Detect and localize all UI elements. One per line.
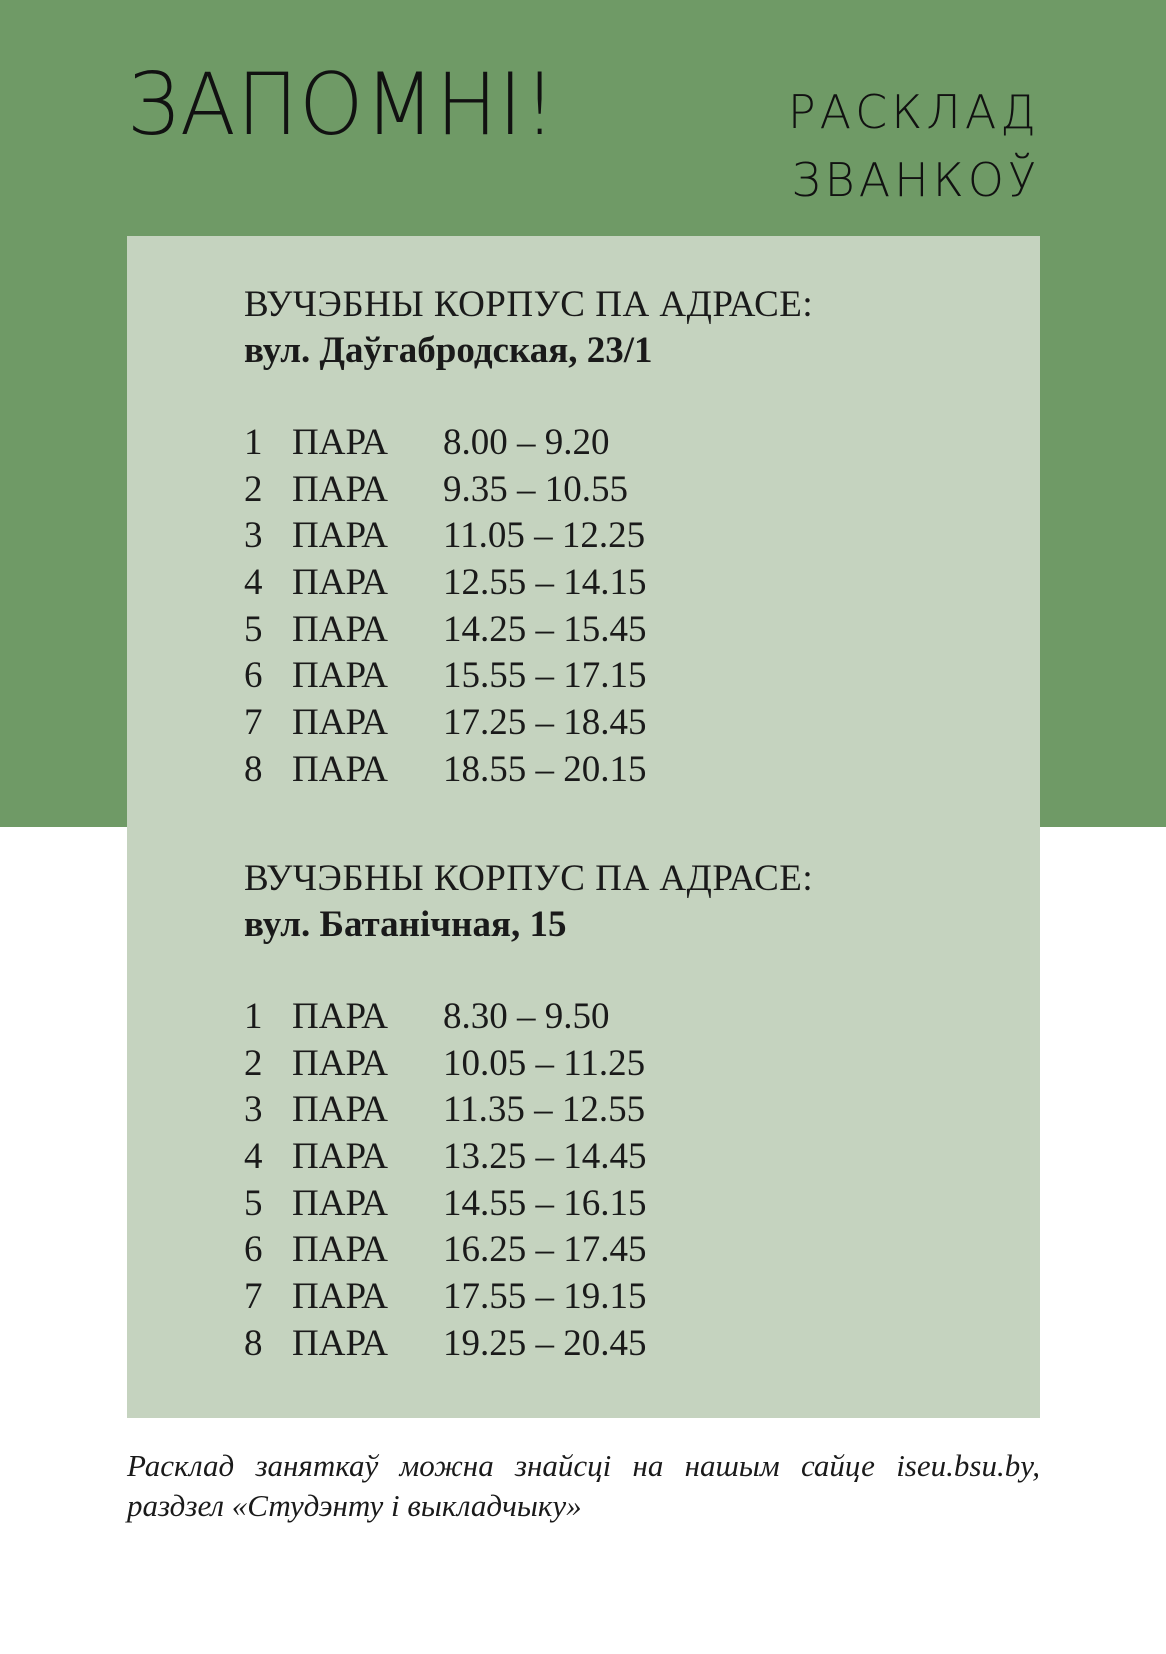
pair-label: ПАРА — [292, 1276, 389, 1318]
pair-label: ПАРА — [292, 562, 389, 604]
schedule-row — [244, 700, 1004, 747]
pair-label: ПАРА — [292, 748, 389, 790]
pair-time: 9.35 – 10.55 — [443, 468, 628, 510]
headline: ЗАПОМНІ! — [127, 55, 557, 155]
pair-time: 16.25 – 17.45 — [443, 1229, 647, 1271]
subhead-line-2: ЗВАНКОЎ — [791, 153, 1040, 207]
schedule-row — [244, 607, 1004, 654]
pair-label: ПАРА — [292, 655, 389, 697]
schedule-row — [244, 1274, 1004, 1321]
right-green-strip — [1040, 0, 1166, 827]
pair-number: 1 — [244, 996, 263, 1037]
schedule-row — [244, 1087, 1004, 1134]
pair-number: 1 — [244, 422, 263, 463]
schedule-row — [244, 653, 1004, 700]
pair-time: 12.55 – 14.15 — [443, 562, 647, 604]
subhead — [788, 78, 1040, 214]
pair-label: ПАРА — [292, 1229, 389, 1271]
pair-number: 7 — [244, 1276, 263, 1318]
schedule-row — [244, 560, 1004, 607]
schedule-row — [244, 1041, 1004, 1088]
section-campus-1 — [244, 282, 1004, 794]
pair-label: ПАРА — [292, 996, 389, 1037]
schedule-row — [244, 1134, 1004, 1181]
pair-label: ПАРА — [292, 468, 389, 510]
pair-number: 6 — [244, 1229, 263, 1271]
pair-label: ПАРА — [292, 702, 389, 744]
pair-number: 6 — [244, 655, 263, 697]
pair-label: ПАРА — [292, 422, 389, 463]
section-address: вул. Батанічная, 15 — [244, 904, 567, 945]
pair-time: 8.30 – 9.50 — [443, 996, 610, 1037]
pair-label: ПАРА — [292, 1136, 389, 1178]
pair-time: 11.05 – 12.25 — [443, 515, 646, 557]
pair-time: 14.25 – 15.45 — [443, 608, 647, 650]
pair-label: ПАРА — [292, 1182, 389, 1224]
pair-number: 2 — [244, 468, 263, 510]
pair-time: 8.00 – 9.20 — [443, 422, 610, 463]
pair-number: 3 — [244, 1089, 263, 1131]
pair-time: 17.25 – 18.45 — [443, 702, 647, 744]
section-address: вул. Даўгабродская, 23/1 — [244, 330, 653, 371]
pair-label: ПАРА — [292, 608, 389, 650]
section-title: ВУЧЭБНЫ КОРПУС ПА АДРАСЕ: — [244, 284, 814, 325]
schedule-row — [244, 420, 1004, 467]
subhead-line-1: РАСКЛАД — [787, 85, 1040, 139]
pair-time: 14.55 – 16.15 — [443, 1182, 647, 1224]
section-title: ВУЧЭБНЫ КОРПУС ПА АДРАСЕ: — [244, 858, 814, 899]
pair-number: 5 — [244, 1182, 263, 1224]
pair-number: 2 — [244, 1042, 263, 1084]
pair-number: 4 — [244, 562, 263, 604]
pair-label: ПАРА — [292, 515, 389, 557]
pair-time: 13.25 – 14.45 — [443, 1136, 647, 1178]
pair-time: 15.55 – 17.15 — [443, 655, 647, 697]
pair-time: 18.55 – 20.15 — [443, 748, 647, 790]
section-campus-2 — [244, 856, 1004, 1368]
pair-time: 19.25 – 20.45 — [443, 1322, 647, 1364]
schedule-list — [244, 994, 1004, 1368]
schedule-list — [244, 420, 1004, 794]
pair-label: ПАРА — [292, 1322, 389, 1364]
schedule-row — [244, 994, 1004, 1041]
pair-number: 8 — [244, 748, 263, 790]
pair-label: ПАРА — [292, 1042, 389, 1084]
pair-time: 11.35 – 12.55 — [443, 1089, 646, 1131]
schedule-row — [244, 1321, 1004, 1368]
pair-number: 8 — [244, 1322, 263, 1364]
pair-number: 7 — [244, 702, 263, 744]
pair-time: 17.55 – 19.15 — [443, 1276, 647, 1318]
schedule-row — [244, 1181, 1004, 1228]
pair-label: ПАРА — [292, 1089, 389, 1131]
pair-number: 3 — [244, 515, 263, 557]
schedule-row — [244, 513, 1004, 560]
pair-number: 5 — [244, 608, 263, 650]
schedule-row — [244, 747, 1004, 794]
left-green-strip — [0, 0, 127, 827]
pair-number: 4 — [244, 1136, 263, 1178]
schedule-row — [244, 1227, 1004, 1274]
pair-time: 10.05 – 11.25 — [443, 1042, 646, 1084]
footer-note: Расклад заняткаў можна знайсці на нашым сайце iseu.bsu.by, раздзел «Студэнту і выкладчыку» — [127, 1448, 1040, 1523]
schedule-row — [244, 467, 1004, 514]
